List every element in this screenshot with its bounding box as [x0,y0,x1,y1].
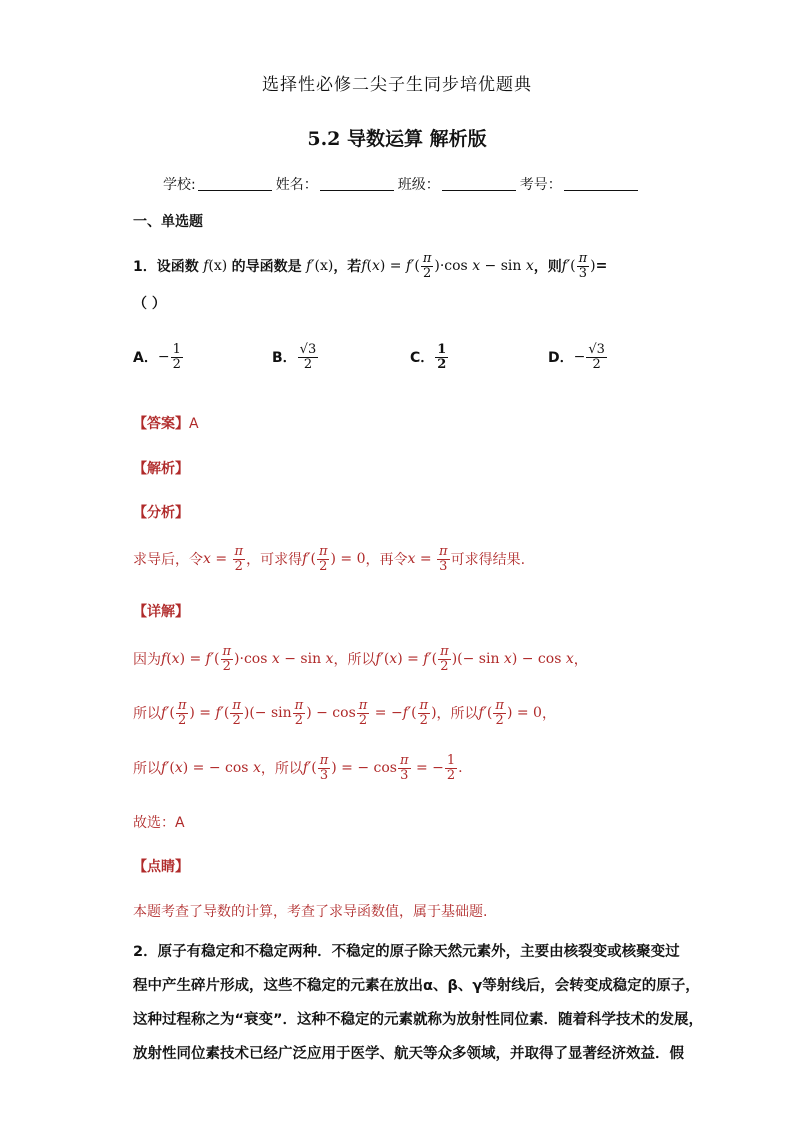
option-d[interactable] [548,343,608,371]
detail-3-math-b: f′( $\frac{\pi}{3}$ ) = − cos $\frac{\pi}{3}$ = − $\frac{1}{2}$ . [302,753,463,783]
student-info-line [163,174,642,194]
option-c-value: $\frac{1}{2}$ [437,342,447,372]
fenxi-text-4: 可求得结果. [450,552,526,569]
detail-label: 【详解】 [133,604,189,620]
option-d-value: − $\frac{√3}{2}$ [573,342,605,372]
comment-label: 【点睛】 [133,859,189,875]
fenxi-math-3: x = $\frac{\pi}{3}$ [407,544,448,574]
option-a[interactable] [133,343,184,371]
fenxi-math-2: f′( $\frac{\pi}{2}$ ) = 0 [302,544,366,574]
fenxi-text [133,545,525,573]
number-blank[interactable] [564,176,638,191]
option-c[interactable] [410,343,449,371]
name-blank[interactable] [320,176,394,191]
section-heading: 一、单选题 [133,214,203,230]
comment-text: 本题考查了导数的计算，考查了求导函数值，属于基础题. [133,904,488,920]
document-header: 选择性必修二尖子生同步培优题典 [262,75,532,95]
fenxi-label: 【分析】 [133,505,189,521]
detail-line-1 [133,645,588,673]
option-a-value: − $\frac{1}{2}$ [157,342,181,372]
q1-mid2: ，若 [333,259,362,276]
q1-eq-end: = [595,258,608,275]
school-label: 学校: [163,177,196,193]
detail-1a: 因为 [133,652,161,669]
q1-mid3: ，则 [533,259,562,276]
answer-label: 【答案】 [133,416,189,432]
detail-1b: ，所以 [333,652,376,669]
q1-prefix: 1．设函数 [133,259,199,276]
class-label: 班级： [397,177,440,193]
detail-3-math-a: f′(x) = − cos x [161,760,261,777]
answer-value: A [189,416,199,432]
option-d-label: D． [548,350,574,367]
number-label: 考号： [519,177,562,193]
detail-3a: 所以 [133,761,161,778]
detail-2b: ，所以 [436,706,479,723]
choice-line: 故选：A [133,815,185,831]
fenxi-text-2: ，可求得 [246,552,303,569]
q1-paren: （ ） [133,296,166,312]
analysis-label: 【解析】 [133,461,189,477]
fenxi-text-3: ，再令 [365,552,408,569]
detail-line-2 [133,699,556,727]
answer-line [133,413,199,433]
detail-2a: 所以 [133,706,161,723]
q1-math-fx: f(x) [198,258,228,275]
option-b-label: B． [272,350,297,367]
detail-1c: ， [573,652,588,669]
detail-1-math-a: f(x) = f′( $\frac{\pi}{2}$ )·cos x − sin x [161,644,334,674]
detail-2-math-a: f′( $\frac{\pi}{2}$ ) = f′( $\frac{\pi}{2}$ )(− sin $\frac{\pi}{2}$ ) − cos $\frac{\pi}{2}$ = −f′( $\frac{\pi}{2}$ ) [161,698,437,728]
q2-line-3: 这种过程称之为“衰变”．这种不稳定的元素就称为放射性同位素．随着科学技术的发展， [133,1012,704,1028]
name-label: 姓名： [275,177,318,193]
q1-math-ask: f′( $\frac{\pi}{3}$ ) [561,251,596,281]
option-c-label: C． [410,350,435,367]
school-blank[interactable] [198,176,272,191]
option-a-label: A． [133,350,158,367]
q2-line-4: 放射性同位素技术已经广泛应用于医学、航天等众多领域，并取得了显著经济效益．假 [133,1046,684,1062]
q1-math-fpx: f′(x) [301,258,334,275]
document-title: 5.2 导数运算 解析版 [307,128,487,150]
detail-3b: ，所以 [260,761,303,778]
detail-2c: ， [541,706,556,723]
detail-1-math-b: f′(x) = f′( $\frac{\pi}{2}$ )(− sin x) − cos x [375,644,574,674]
option-b[interactable] [272,343,319,371]
option-b-value: $\frac{√3}{2}$ [299,342,317,372]
class-blank[interactable] [442,176,516,191]
fenxi-math-1: x = $\frac{\pi}{2}$ [203,544,244,574]
question-1-stem [133,252,607,280]
q1-math-def: f(x) = f′( $\frac{\pi}{2}$ )·cos x − sin x [361,251,534,281]
q1-mid1: 的导函数是 [231,259,302,276]
q2-line-1: 2．原子有稳定和不稳定两种．不稳定的原子除天然元素外，主要由核裂变或核聚变过 [133,944,680,960]
detail-line-3 [133,754,463,782]
detail-2-math-b: f′( $\frac{\pi}{2}$ ) = 0 [478,698,542,728]
fenxi-text-1: 求导后，令 [133,552,203,569]
q2-line-2: 程中产生碎片形成，这些不稳定的元素在放出α、β、γ等射线后，会转变成稳定的原子， [133,978,700,994]
